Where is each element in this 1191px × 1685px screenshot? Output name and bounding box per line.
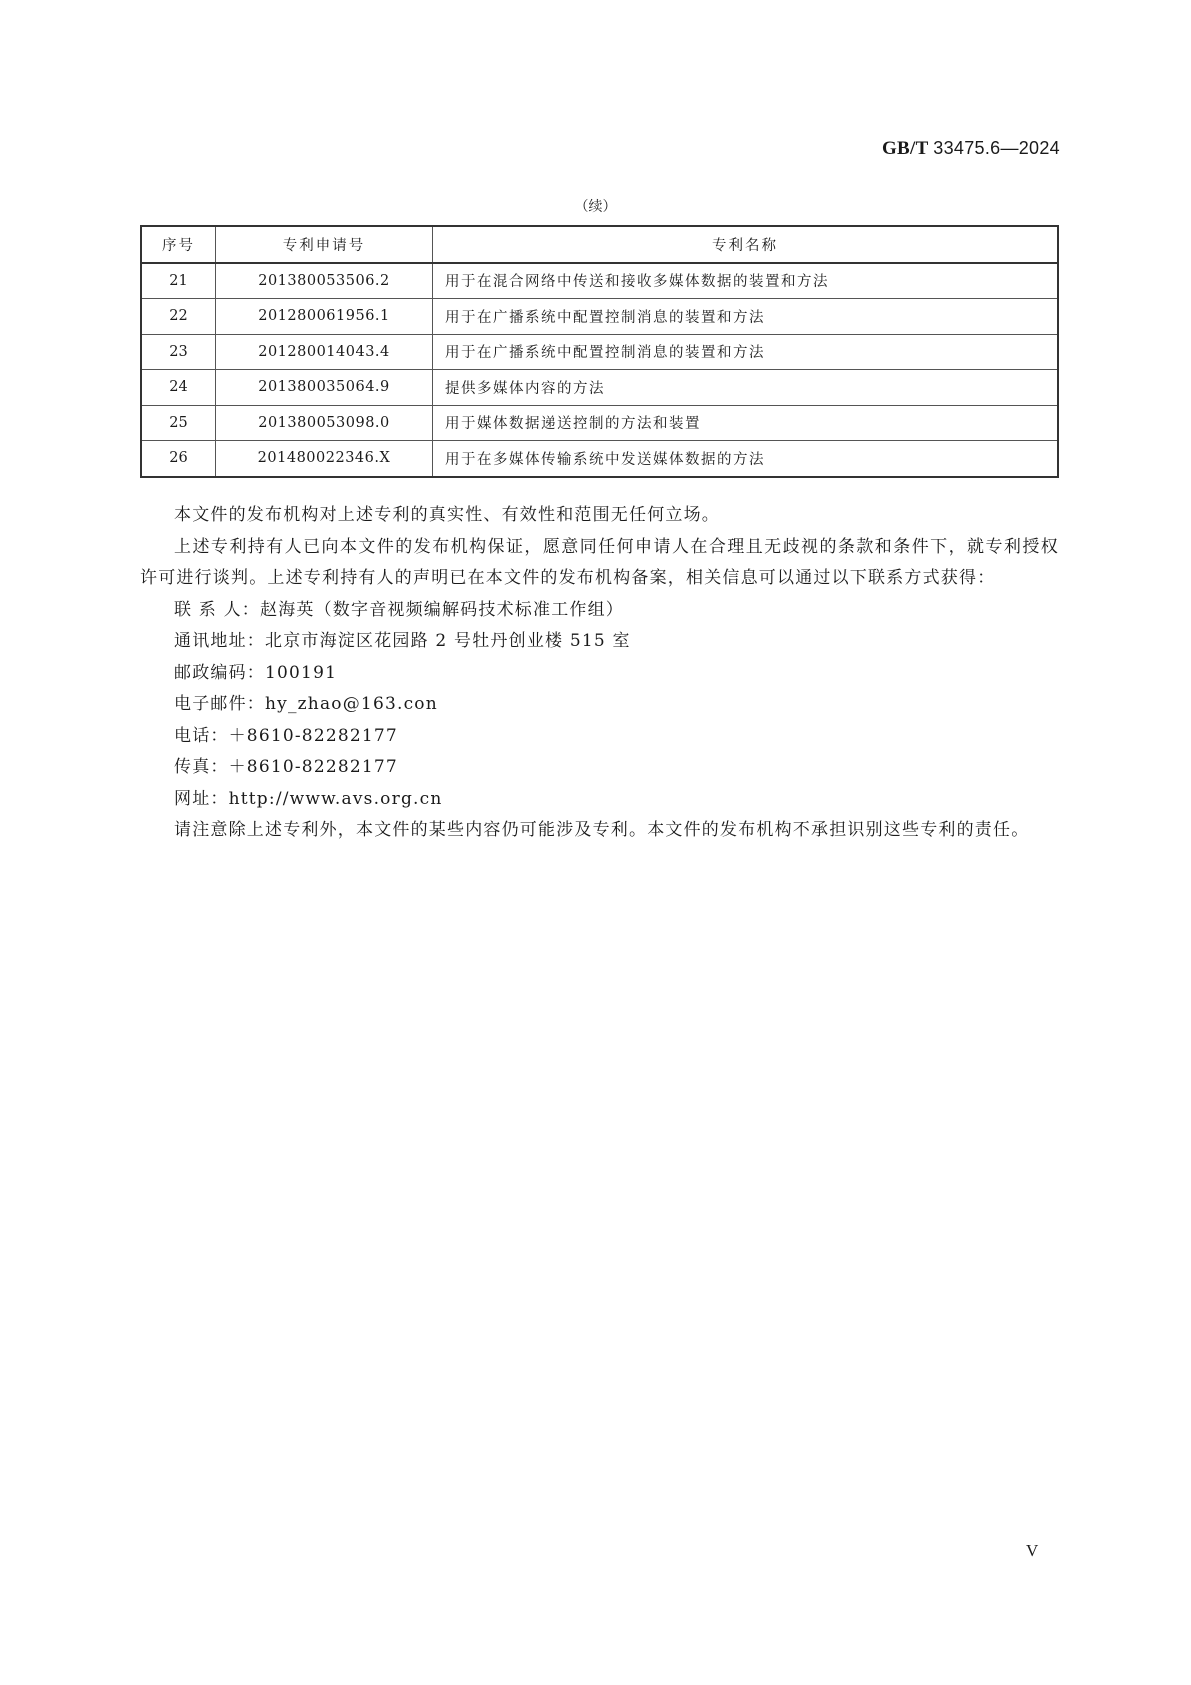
table-row bbox=[141, 441, 1058, 477]
cell-patent-title: 用于媒体数据递送控制的方法和装置 bbox=[433, 405, 1059, 441]
cell-patent-title: 提供多媒体内容的方法 bbox=[433, 370, 1059, 406]
cell-no: 23 bbox=[141, 334, 216, 370]
paragraph-disclaimer: 本文件的发布机构对上述专利的真实性、有效性和范围无任何立场。 bbox=[174, 505, 720, 525]
patent-table bbox=[140, 225, 1059, 478]
column-header-no: 序号 bbox=[141, 226, 216, 263]
cell-no: 21 bbox=[141, 263, 216, 299]
contact-postcode: 邮政编码：100191 bbox=[174, 662, 338, 683]
cell-application-no: 201380053098.0 bbox=[216, 405, 433, 441]
cell-patent-title: 用于在混合网络中传送和接收多媒体数据的装置和方法 bbox=[433, 263, 1059, 299]
cell-no: 22 bbox=[141, 299, 216, 335]
contact-address: 通讯地址：北京市海淀区花园路 2 号牡丹创业楼 515 室 bbox=[174, 631, 631, 651]
paragraph-licensing-assurance: 上述专利持有人已向本文件的发布机构保证，愿意同任何申请人在合理且无歧视的条款和条件下，就专利授权许可进行谈判。上述专利持有人的声明已在本文件的发布机构备案，相关信息可以通过以下联系方式获得： bbox=[140, 536, 1059, 588]
table-row bbox=[141, 299, 1058, 335]
patent-statement-body bbox=[140, 500, 1059, 847]
table-header-row bbox=[141, 226, 1058, 263]
contact-person: 联 系 人：赵海英（数字音视频编解码技术标准工作组） bbox=[174, 599, 625, 620]
cell-no: 25 bbox=[141, 405, 216, 441]
cell-no: 26 bbox=[141, 441, 216, 477]
cell-no: 24 bbox=[141, 370, 216, 406]
contact-email: 电子邮件：hy_zhao@163.con bbox=[174, 694, 438, 714]
table-row bbox=[141, 405, 1058, 441]
cell-application-no: 201280061956.1 bbox=[216, 299, 433, 335]
column-header-application-no: 专利申请号 bbox=[216, 226, 433, 263]
table-row bbox=[141, 263, 1058, 299]
contact-phone: 电话：＋8610-82282177 bbox=[174, 725, 398, 746]
cell-patent-title: 用于在多媒体传输系统中发送媒体数据的方法 bbox=[433, 441, 1059, 477]
contact-fax: 传真：＋8610-82282177 bbox=[174, 757, 398, 777]
table-row bbox=[141, 370, 1058, 406]
table-row bbox=[141, 334, 1058, 370]
cell-application-no: 201380053506.2 bbox=[216, 263, 433, 299]
standard-number: 33475.6—2024 bbox=[933, 138, 1060, 158]
paragraph-other-patents-notice: 请注意除上述专利外，本文件的某些内容仍可能涉及专利。本文件的发布机构不承担识别这些专利的责任。 bbox=[174, 820, 1030, 840]
cell-patent-title: 用于在广播系统中配置控制消息的装置和方法 bbox=[433, 299, 1059, 335]
contact-website: 网址：http://www.avs.org.cn bbox=[174, 788, 443, 809]
table-continued-caption: （续） bbox=[574, 199, 617, 215]
page-number: V bbox=[1026, 1541, 1039, 1560]
cell-application-no: 201280014043.4 bbox=[216, 334, 433, 370]
column-header-patent-title: 专利名称 bbox=[433, 226, 1059, 263]
cell-application-no: 201380035064.9 bbox=[216, 370, 433, 406]
cell-application-no: 201480022346.X bbox=[216, 441, 433, 477]
standard-prefix: GB/T bbox=[881, 138, 929, 159]
document-standard-code bbox=[882, 138, 1060, 160]
cell-patent-title: 用于在广播系统中配置控制消息的装置和方法 bbox=[433, 334, 1059, 370]
